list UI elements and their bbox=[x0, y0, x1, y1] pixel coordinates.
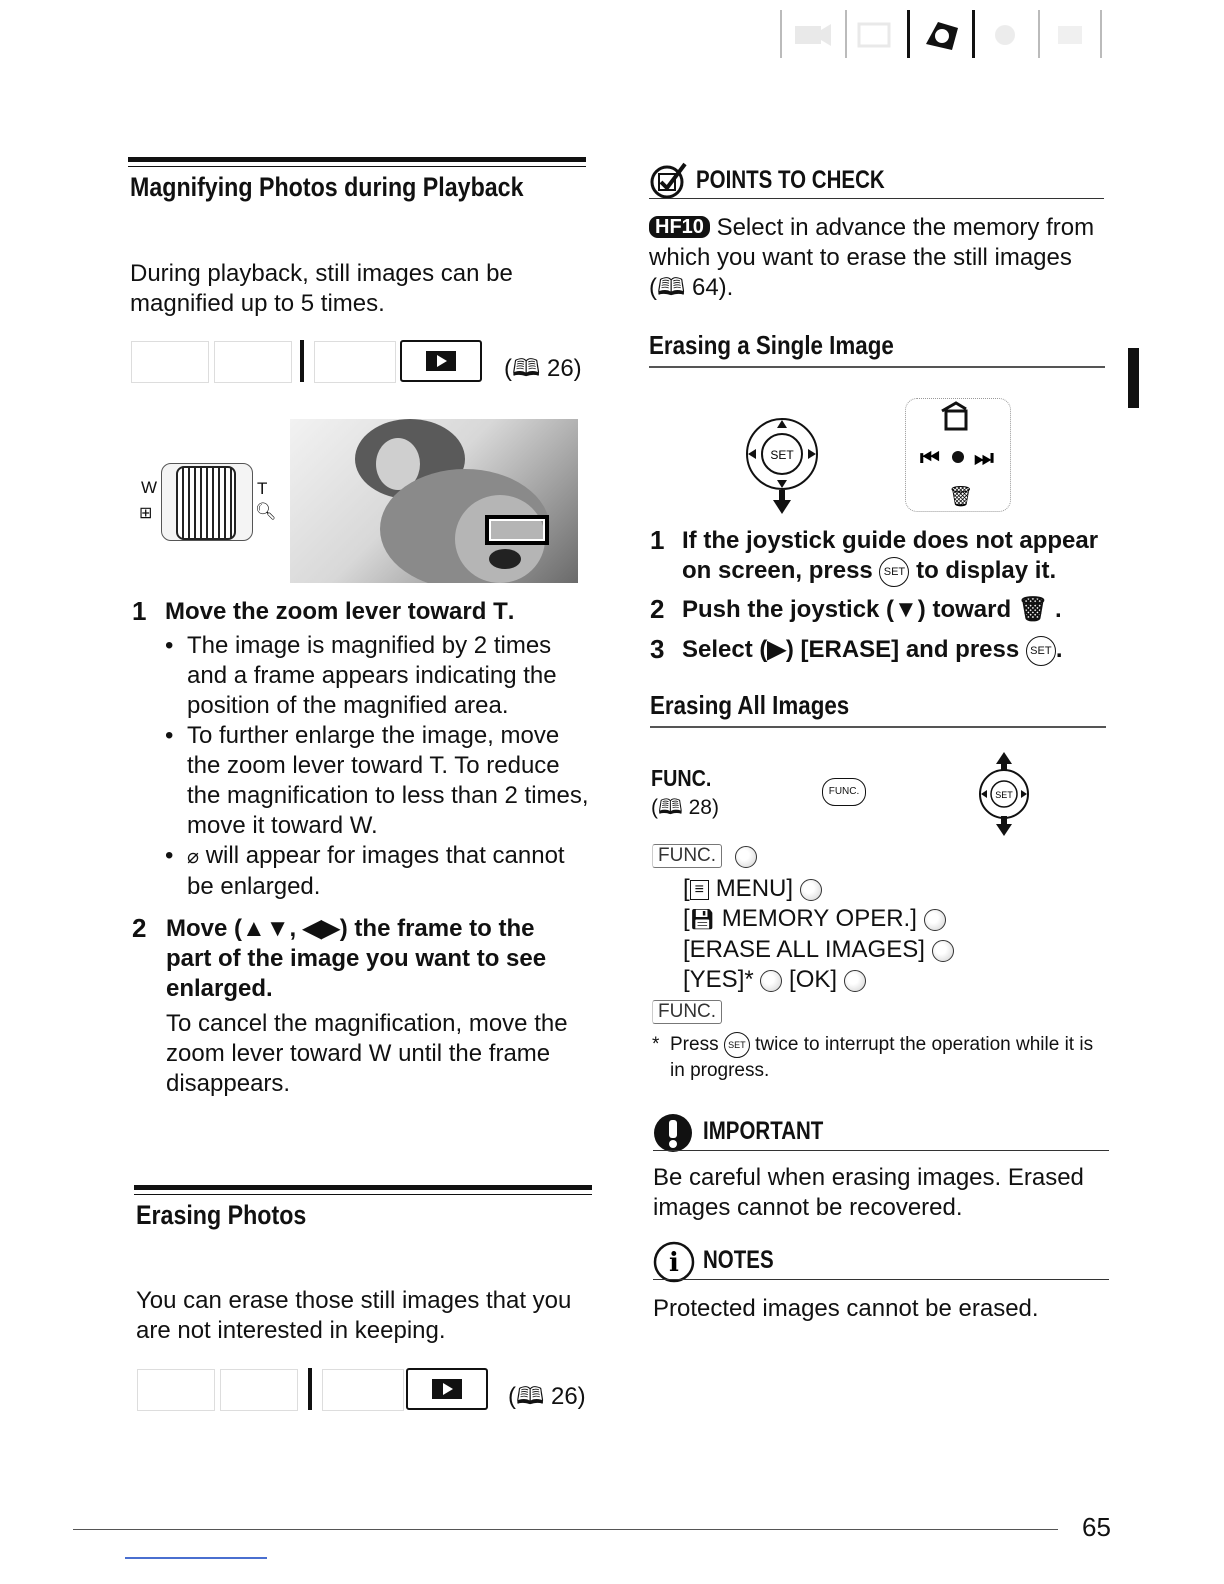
extra-icon bbox=[1050, 20, 1090, 50]
book-icon: 🕮 bbox=[512, 355, 541, 382]
settings-icon bbox=[985, 20, 1025, 50]
menu-path-line: [💾︎ MEMORY OPER.] bbox=[683, 904, 954, 935]
step-text: Move (▲▼, ◀▶) the frame to the part of the image you want to see enlarged. bbox=[166, 915, 547, 1002]
page-reference: (🕮 26) bbox=[508, 1383, 586, 1410]
step-number: 1 bbox=[650, 525, 665, 555]
tab-divider bbox=[907, 10, 910, 58]
divider bbox=[649, 198, 1104, 199]
tab-divider bbox=[845, 10, 847, 58]
set-button-icon: SET bbox=[724, 1032, 750, 1058]
menu-path-line: [ ≡ MENU] bbox=[683, 874, 954, 904]
intro-paragraph: During playback, still images can be magnified up to 5 times. bbox=[130, 260, 513, 317]
list-item: • ⌀ will appear for images that cannot be enlarged. bbox=[165, 842, 565, 900]
menu-sequence-start bbox=[652, 844, 757, 868]
step-number: 3 bbox=[650, 634, 665, 664]
func-button-label: FUNC. bbox=[652, 1000, 722, 1024]
step-number: 2 bbox=[650, 594, 665, 624]
important-title: IMPORTANT bbox=[703, 1117, 824, 1145]
menu-sequence-end bbox=[652, 1000, 722, 1024]
movie-mode-icon bbox=[131, 341, 209, 383]
tab-divider bbox=[1038, 10, 1040, 58]
movie-mode-icon bbox=[137, 1369, 215, 1411]
divider bbox=[653, 1150, 1109, 1151]
set-button-icon: SET bbox=[1026, 636, 1056, 666]
notes-title: NOTES bbox=[703, 1246, 774, 1274]
side-marker bbox=[1128, 348, 1139, 408]
svg-text:i: i bbox=[669, 1248, 679, 1278]
next-arrow-icon bbox=[735, 846, 757, 868]
svg-text:⏭: ⏭ bbox=[974, 446, 994, 471]
joystick-guide-icon bbox=[905, 398, 1011, 512]
section-rule bbox=[128, 166, 586, 167]
footer-rule bbox=[73, 1529, 1058, 1530]
func-label: FUNC. bbox=[651, 765, 712, 791]
step-paragraph: To cancel the magnification, move the zoom lever toward W until the frame disappears. bbox=[166, 1010, 568, 1097]
notes-text: Protected images cannot be erased. bbox=[653, 1295, 1039, 1322]
section-rule bbox=[134, 1185, 592, 1190]
photo-mode-icon bbox=[220, 1369, 298, 1411]
joystick-icon bbox=[742, 412, 822, 516]
memory-oper-icon: 💾︎ bbox=[689, 909, 716, 931]
magnify-icon: 🔍︎ bbox=[255, 502, 277, 521]
zoom-w-label: W bbox=[141, 478, 158, 497]
scene-icon bbox=[855, 20, 895, 50]
section-title: Magnifying Photos during Playback bbox=[130, 172, 524, 202]
step-number: 1 bbox=[132, 596, 147, 626]
book-icon: 🕮 bbox=[516, 1383, 545, 1410]
svg-text:🗑︎: 🗑︎ bbox=[948, 484, 974, 508]
section-rule bbox=[128, 157, 586, 162]
next-arrow-icon bbox=[800, 879, 822, 901]
list-item: • To further enlarge the image, move the zoom lever toward T. To reduce the magnification to less than 2 times, move it toward W. bbox=[165, 722, 589, 839]
step-text: Push the joystick (▼) toward 🗑︎ . bbox=[682, 596, 1062, 623]
func-button-label: FUNC. bbox=[652, 844, 722, 868]
photo-mode-icon bbox=[214, 341, 292, 383]
movie-mode-icon bbox=[793, 20, 833, 50]
section-rule bbox=[134, 1194, 592, 1195]
tab-divider bbox=[972, 10, 975, 58]
next-arrow-icon bbox=[932, 940, 954, 962]
playback-camera-icon bbox=[918, 16, 964, 56]
magnified-photo bbox=[290, 419, 578, 583]
scene-mode-icon bbox=[322, 1369, 404, 1411]
playback-photo-mode-icon bbox=[400, 340, 482, 382]
step-number: 2 bbox=[132, 913, 147, 943]
page-number: 65 bbox=[1082, 1512, 1111, 1542]
menu-path-line: [ERASE ALL IMAGES] bbox=[683, 935, 954, 965]
joystick-icon bbox=[976, 750, 1032, 836]
wide-icon: ⊞ bbox=[139, 505, 153, 522]
tab-divider bbox=[780, 10, 782, 58]
next-arrow-icon bbox=[760, 970, 782, 992]
svg-text:SET: SET bbox=[995, 790, 1013, 800]
points-text: HF10 Select in advance the memory from which you want to erase the still images (🕮 64). bbox=[649, 214, 1095, 301]
tab-divider bbox=[1100, 10, 1102, 58]
warning-icon bbox=[653, 1113, 693, 1153]
intro-paragraph: You can erase those still images that you are not interested in keeping. bbox=[136, 1287, 572, 1344]
menu-path-line: [YES]* [OK] bbox=[683, 965, 954, 995]
scene-mode-icon bbox=[314, 341, 396, 383]
playback-photo-mode-icon bbox=[406, 1368, 488, 1410]
subsection-title: Erasing All Images bbox=[650, 690, 850, 720]
points-title: POINTS TO CHECK bbox=[696, 166, 885, 194]
subsection-title: Erasing a Single Image bbox=[649, 330, 894, 360]
mode-divider bbox=[308, 1368, 312, 1410]
list-item: • The image is magnified by 2 times and a frame appears indicating the position of the magnified area. bbox=[165, 632, 557, 719]
zoom-t-label: T bbox=[257, 479, 268, 498]
svg-text:⏮: ⏮ bbox=[920, 446, 940, 471]
cannot-zoom-icon: ⌀ bbox=[187, 846, 200, 868]
menu-sequence bbox=[683, 874, 954, 995]
step-text: If the joystick guide does not appear on screen, press SET to display it. bbox=[682, 526, 1112, 587]
mode-divider bbox=[300, 340, 304, 382]
func-button-icon: FUNC. bbox=[822, 778, 866, 806]
divider bbox=[653, 1279, 1109, 1280]
svg-text:SET: SET bbox=[770, 448, 794, 462]
erase-icon: 🗑︎ bbox=[1017, 596, 1049, 623]
next-arrow-icon bbox=[924, 909, 946, 931]
bullet-list bbox=[165, 631, 590, 902]
page-reference: (🕮 26) bbox=[504, 355, 582, 382]
zoom-lever bbox=[176, 466, 236, 540]
divider bbox=[650, 726, 1106, 728]
set-button-icon: SET bbox=[879, 557, 909, 587]
checkmark-icon bbox=[649, 160, 691, 200]
important-text: Be careful when erasing images. Erased images cannot be recovered. bbox=[653, 1164, 1084, 1221]
menu-icon: ≡ bbox=[690, 880, 709, 900]
book-icon: 🕮 bbox=[658, 796, 683, 819]
step-text: Select (▶) [ERASE] and press SET . bbox=[682, 635, 1063, 666]
book-icon: 🕮 bbox=[657, 274, 686, 301]
model-badge: HF10 bbox=[649, 216, 710, 238]
link-underline bbox=[125, 1557, 267, 1559]
divider bbox=[649, 366, 1105, 368]
footnote: * Press SET twice to interrupt the operation while it is in progress. bbox=[652, 1034, 1094, 1082]
next-arrow-icon bbox=[844, 970, 866, 992]
page-reference: (🕮 28) bbox=[651, 796, 719, 819]
info-icon bbox=[653, 1241, 695, 1283]
step-text: Move the zoom lever toward T. bbox=[165, 598, 515, 625]
section-title: Erasing Photos bbox=[136, 1200, 307, 1230]
